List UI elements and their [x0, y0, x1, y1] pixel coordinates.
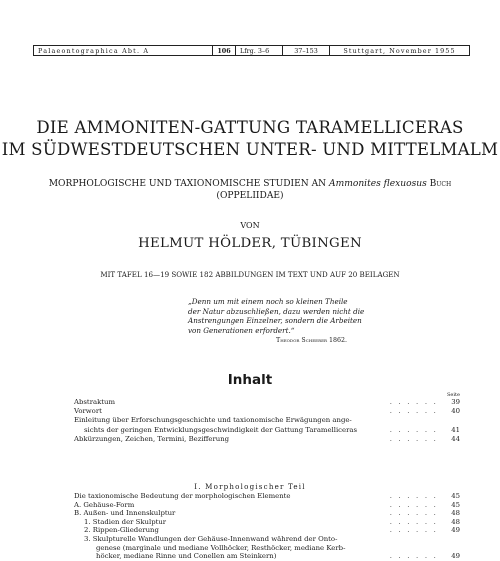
toc-entry-label: B. Außen- und Innenskulptur: [74, 509, 176, 518]
quote-author: [276, 337, 347, 344]
title-line-1: DIE AMMONITEN-GATTUNG TARAMELLICERAS: [36, 118, 464, 137]
toc-entry-label: Einleitung über Erforschungsgeschichte und taxionomische Erwägungen ange-: [74, 416, 352, 425]
toc-entry: [74, 407, 460, 416]
toc-entry: [74, 398, 460, 407]
subtitle-species: Ammonites flexuosus: [329, 179, 427, 189]
author-name: HELMUT HÖLDER, TÜBINGEN: [138, 236, 362, 251]
toc-entry-label: 2. Rippen-Gliederung: [84, 526, 159, 535]
section-heading: I. Morphologischer Teil: [194, 482, 306, 491]
toc-entry-label: Abkürzungen, Zeichen, Termini, Bezifferung: [74, 434, 230, 443]
place-date: Stuttgart, November 1955: [343, 47, 456, 55]
toc-leader-dots: . . . . . .: [389, 492, 438, 500]
toc-leader-dots: . . . . . .: [389, 398, 438, 406]
quote-line: „Denn um mit einem noch so kleinen Theile: [188, 297, 348, 306]
subtitle-prefix: MORPHOLOGISCHE UND TAXIONOMISCHE STUDIEN AN: [48, 179, 330, 189]
toc-entry-label: höcker, mediane Rinne und Conellen am Steinkern): [96, 552, 277, 561]
epigraph-quote: [188, 297, 368, 335]
toc-entry-page: 41: [451, 425, 460, 434]
toc-entry-label: genese (marginale und mediane Vollhöcker, Resthöcker, mediane Kerb-: [96, 543, 346, 552]
subtitle-author-abbr: Buch: [426, 179, 452, 189]
subtitle-family: (OPPELIIDAE): [216, 191, 284, 201]
toc-entry-page: 40: [451, 407, 460, 416]
seite-label: Seite: [447, 392, 460, 398]
toc-leader-dots: . . . . . .: [389, 407, 438, 416]
toc-entry: [74, 435, 460, 444]
toc-leader-dots: . . . . . .: [389, 425, 438, 434]
toc-entry: [74, 416, 460, 425]
toc-entry-label: 1. Stadien der Skulptur: [84, 517, 167, 526]
journal-header-bar: [33, 45, 470, 56]
toc-entry-label: Abstraktum: [74, 398, 116, 406]
toc-entry-label: sichts der geringen Entwicklungsgeschwindigkeit der Gattung Taramelliceras: [84, 425, 358, 434]
toc-entry-label: 3. Skulpturelle Wandlungen der Gehäuse-Innenwand während der Onto-: [84, 535, 338, 543]
subtitle: [30, 178, 470, 202]
title-line-2: IM SÜDWESTDEUTSCHEN UNTER- UND MITTELMALM: [1, 140, 499, 159]
toc-entry-label: Vorwort: [74, 407, 102, 416]
toc-leader-dots: . . . . . .: [389, 552, 438, 561]
quote-author-text: Theodor Scheerer 1862.: [276, 337, 348, 344]
toc-entry-label: A. Gehäuse-Form: [74, 500, 135, 509]
toc-leader-dots: . . . . . .: [389, 526, 438, 535]
quote-line: der Natur abzuschließen, dazu werden nicht die: [188, 306, 365, 316]
page-range: 37–153: [283, 46, 330, 55]
plates-note: MIT TAFEL 16—19 SOWIE 182 ABBILDUNGEN IM TEXT UND AUF 20 BEILAGEN: [100, 270, 400, 279]
toc-entry-page: 49: [451, 526, 460, 535]
issue-number: Lfrg. 3–6: [236, 46, 283, 55]
toc-entry-page: 44: [451, 434, 460, 443]
quote-line: Anstrengungen Einzelner, sondern die Arbeiten: [188, 316, 362, 325]
toc-entry-page: 48: [451, 509, 460, 518]
toc-entry-page: 49: [451, 552, 460, 561]
toc-leader-dots: . . . . . .: [389, 517, 438, 526]
contents-heading: Inhalt: [227, 372, 273, 388]
toc-leader-dots: . . . . . .: [389, 434, 438, 443]
von-label: VON: [240, 221, 260, 230]
journal-name: Palaeontographica Abt. A: [34, 46, 213, 55]
toc-leader-dots: . . . . . .: [389, 500, 438, 509]
toc-entry-page: 48: [451, 517, 460, 526]
toc-entry-page: 39: [451, 398, 460, 406]
toc-entry-label: Die taxionomische Bedeutung der morphologischen Elemente: [74, 492, 291, 500]
volume-number: 106: [213, 46, 236, 55]
toc-leader-dots: . . . . . .: [389, 509, 438, 518]
quote-line: von Generationen erfordert.“: [188, 325, 295, 335]
toc-entry-page: 45: [451, 500, 460, 509]
toc-entry-page: 45: [451, 492, 460, 500]
toc-entry: [74, 426, 460, 435]
